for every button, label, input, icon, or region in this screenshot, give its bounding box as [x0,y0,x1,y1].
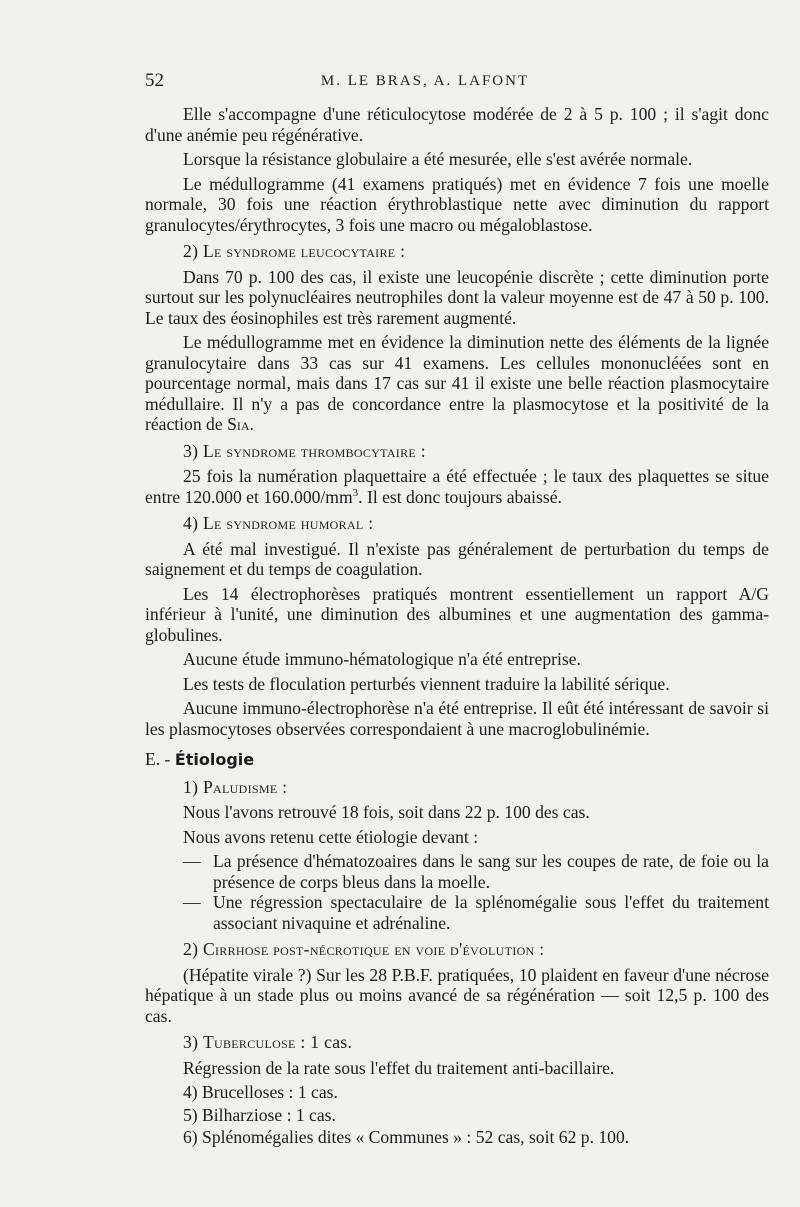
paragraph: Nous avons retenu cette étiologie devant : [183,826,479,847]
page-number: 52 [145,70,164,91]
paragraph [145,466,769,507]
section-heading [145,513,769,534]
section-count: : 1 cas. [295,1032,353,1052]
section-title: Le syndrome leucocytaire : [202,241,406,261]
list-item: 4) Brucelloses : 1 cas. [183,1082,338,1102]
section-heading-e [145,749,769,771]
list-item: 6) Splénomégalies dites « Communes » : 52 cas, soit 62 p. 100. [183,1127,630,1147]
paragraph: Aucune étude immuno-hématologique n'a été entreprise. [183,649,581,669]
subsection-heading [145,777,769,798]
paragraph: Lorsque la résistance globulaire a été mesurée, elle s'est avérée normale. [183,149,693,169]
paragraph: A été mal investigué. Il n'existe pas généralement de perturbation du temps de saignement et du temps de coagulation. [145,538,769,579]
section-number: 2) [183,939,203,959]
dash-list [145,851,769,933]
section-title: Le syndrome thrombocytaire : [202,440,426,461]
paragraph: Aucune immuno-électrophorèse n'a été entreprise. Il eût été intéressant de savoir si les plasmocytoses observées correspondaient à une macroglobulinémie. [145,698,769,739]
dash-marker: — [183,851,201,871]
superscript: 3 [352,486,359,499]
text-run: Le médullogramme met en évidence la diminution nette des éléments de la lignée granulocytaire dans 33 cas sur 41 examens. Les cellules mononucléées sont en pourcentage normal, mais dans 17 cas sur 41 il existe une belle réaction plasmocytaire médullaire. Il n'y a pas de concordance entre la plasmocytose et la positivité de la réaction de [145,332,769,434]
subsection-heading [145,939,769,960]
section-number: 3) [183,440,203,461]
dash-marker: — [183,892,201,912]
list-item [145,892,769,933]
paragraph: Régression de la rate sous l'effet du traitement anti-bacillaire. [183,1057,615,1078]
section-title: Paludisme : [202,776,288,797]
section-title: Étiologie [174,750,255,769]
paragraph: Elle s'accompagne d'une réticulocytose modérée de 2 à 5 p. 100 ; il s'agit donc d'une anémie peu régénérative. [145,104,769,145]
section-title: Le syndrome humoral : [202,513,374,533]
text-run: 25 fois la numération plaquettaire a été effectuée ; le taux des plaquettes se situe entre 120.000 et 160.000/mm [145,466,769,507]
section-letter: E. - [145,749,175,769]
text-run: Sia [227,414,250,434]
page-header [145,70,705,94]
list-item: 5) Bilharziose : 1 cas. [183,1104,336,1125]
body-text [145,104,769,1150]
section-number: 2) [183,241,203,261]
section-number: 3) [183,1032,203,1052]
paragraph: Les tests de floculation perturbés viennent traduire la labilité sérique. [183,673,670,694]
paragraph: Le médullogramme (41 examens pratiqués) met en évidence 7 fois une moelle normale, 30 fois une réaction érythroblastique nette avec diminution du rapport granulocytes/érythrocytes, 3 fois une macro ou mégaloblastose. [145,173,769,235]
section-number: 1) [183,776,203,797]
list-item-text: La présence d'hématozoaires dans le sang sur les coupes de rate, de foie ou la présence de corps bleus dans la moelle. [213,851,769,892]
paragraph: Dans 70 p. 100 des cas, il existe une leucopénie discrète ; cette diminution porte surtout sur les polynucléaires neutrophiles dont la valeur moyenne est de 47 à 50 p. 100. Le taux des éosinophiles est très rarement augmenté. [145,266,769,328]
text-run: . [249,414,254,434]
text-run: . Il est donc toujours abaissé. [358,486,562,507]
paragraph: Les 14 électrophorèses pratiqués montrent essentiellement un rapport A/G inférieur à l'unité, une diminution des albumines et une augmentation des gamma-globulines. [145,583,769,645]
paragraph [145,332,769,435]
paragraph: Nous l'avons retrouvé 18 fois, soit dans 22 p. 100 des cas. [183,802,590,822]
section-heading [145,241,769,262]
list-item [145,851,769,892]
section-title: Cirrhose post-nécrotique en voie d'évolution : [202,939,545,959]
section-number: 4) [183,513,203,533]
section-title: Tuberculose [202,1032,296,1052]
paragraph: (Hépatite virale ?) Sur les 28 P.B.F. pratiquées, 10 plaident en faveur d'une nécrose hépatique à un stade plus ou moins avancé de sa régénération — soit 12,5 p. 100 des cas. [145,964,769,1026]
list-item-text: Une régression spectaculaire de la splénomégalie sous l'effet du traitement associant nivaquine et adrénaline. [213,892,769,933]
running-head: M. LE BRAS, A. LAFONT [320,73,530,89]
subsection-heading [145,1032,769,1053]
section-heading [145,441,769,462]
